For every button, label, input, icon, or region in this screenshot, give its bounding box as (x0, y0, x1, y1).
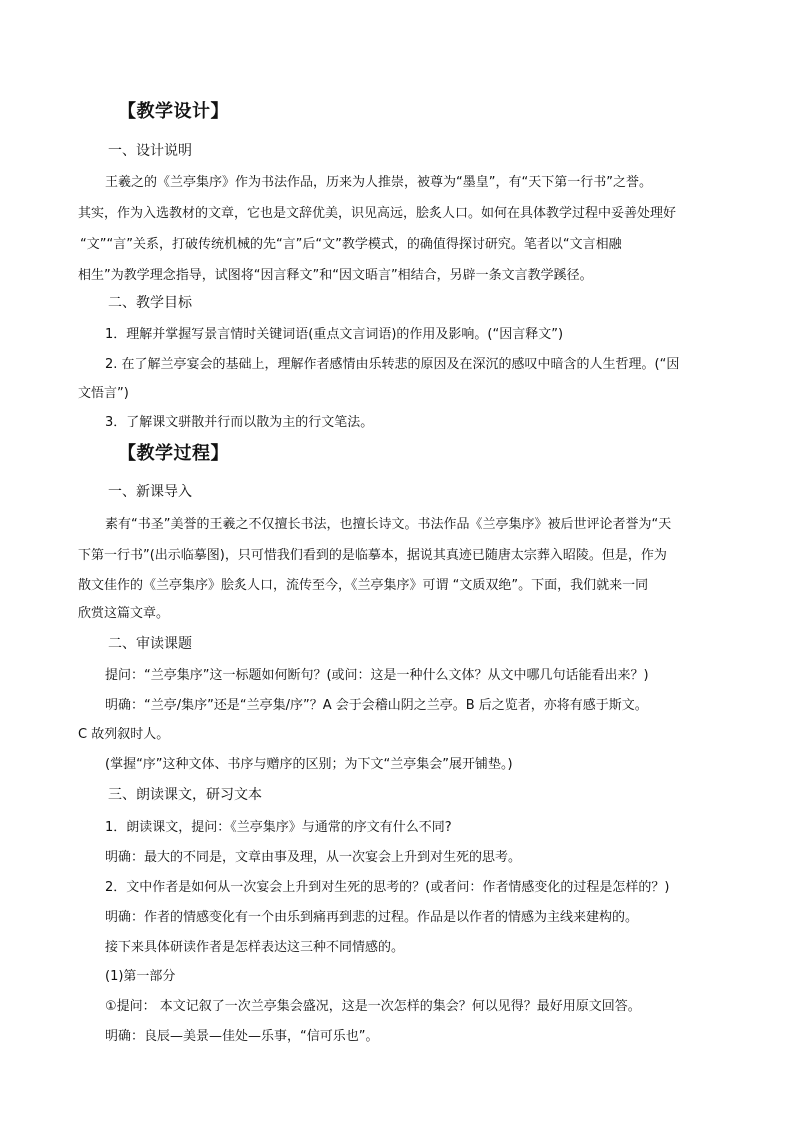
goal-item-continued: 文悟言”) (78, 386, 129, 401)
teaching-process-heading: 【教学过程】 (118, 443, 229, 464)
paragraph-line: 素有“书圣”美誉的王羲之不仅擅长书法，也擅长诗文。书法作品《兰亭集序》被后世评论者誉为“天 (105, 517, 672, 532)
paragraph-line: 相生”为教学理念指导，试图将“因言释文”和“因文晤言”相结合，另辟一条文言教学蹊径。 (78, 268, 593, 283)
paragraph-line: 王羲之的《兰亭集序》作为书法作品，历来为人推崇，被尊为“墨皇”，有“天下第一行书”之誉。 (105, 175, 652, 190)
process-section-3-title: 三、朗读课文，研习文本 (108, 787, 262, 803)
paragraph-line: 明确：良辰—美景—佳处—乐事，“信可乐也”。 (105, 1029, 379, 1044)
teaching-design-heading: 【教学设计】 (118, 101, 229, 122)
goal-item: 3．了解课文骈散并行而以散为主的行文笔法。 (105, 415, 374, 430)
question-line: 提问：“兰亭集序”这一标题如何断句？(或问：这是一种什么文体？从文中哪几句话能看出来？) (105, 668, 649, 683)
paragraph-line: 明确：最大的不同是，文章由事及理，从一次宴会上升到对生死的思考。 (105, 850, 522, 865)
paragraph-line: “文”“言”关系，打破传统机械的先“言”后“文”教学模式，的确值得探讨研究。笔者以“文言相融 (80, 237, 622, 252)
goal-item: 2. 在了解兰亭宴会的基础上，理解作者感情由乐转悲的原因及在深沉的感叹中暗含的人生哲理。(“因 (105, 357, 680, 372)
answer-line: 明确：“兰亭/集序”还是“兰亭集/序”？A 会于会稽山阴之兰亭。B 后之览者，亦将有感于斯文。 (105, 698, 648, 713)
paragraph-line: ①提问： 本文记叙了一次兰亭集会盛况，这是一次怎样的集会？何以见得？最好用原文回答。 (105, 999, 641, 1014)
goal-item: 1．理解并掌握写景言情时关键词语(重点文言词语)的作用及影响。(“因言释文”) (105, 327, 564, 342)
paragraph-line: 散文佳作的《兰亭集序》脍炙人口，流传至今，《兰亭集序》可谓 “文质双绝”。下面，我们就来一同 (78, 578, 649, 593)
paragraph-line: 明确：作者的情感变化有一个由乐到痛再到悲的过程。作品是以作者的情感为主线来建构的。 (105, 910, 639, 925)
paragraph-line: 2．文中作者是如何从一次宴会上升到对生死的思考的？(或者问：作者情感变化的过程是怎样的？) (105, 880, 670, 895)
process-section-2-title: 二、审读课题 (108, 636, 192, 652)
note-line: (掌握“序”这种文体、书序与赠序的区别；为下文“兰亭集会”展开铺垫。) (105, 757, 513, 772)
answer-line-continued: C 故列叙时人。 (78, 727, 170, 742)
paragraph-line: 下第一行书”(出示临摹图)，只可惜我们看到的是临摹本，据说其真迹已随唐太宗葬入昭陵。但是，作为 (78, 548, 667, 563)
design-section-2-title: 二、教学目标 (108, 295, 192, 311)
paragraph-line: 1．朗读课文，提问：《兰亭集序》与通常的序文有什么不同? (105, 820, 452, 835)
process-section-1-title: 一、新课导入 (108, 484, 192, 500)
paragraph-line: 其实，作为入选教材的文章，它也是文辞优美，识见高远，脍炙人口。如何在具体教学过程中妥善处理好 (78, 206, 677, 221)
paragraph-line: (1)第一部分 (105, 969, 176, 984)
paragraph-line: 欣赏这篇文章。 (78, 606, 170, 621)
paragraph-line: 接下来具体研读作者是怎样表达这三种不同情感的。 (105, 940, 405, 955)
design-section-1-title: 一、设计说明 (108, 143, 192, 159)
